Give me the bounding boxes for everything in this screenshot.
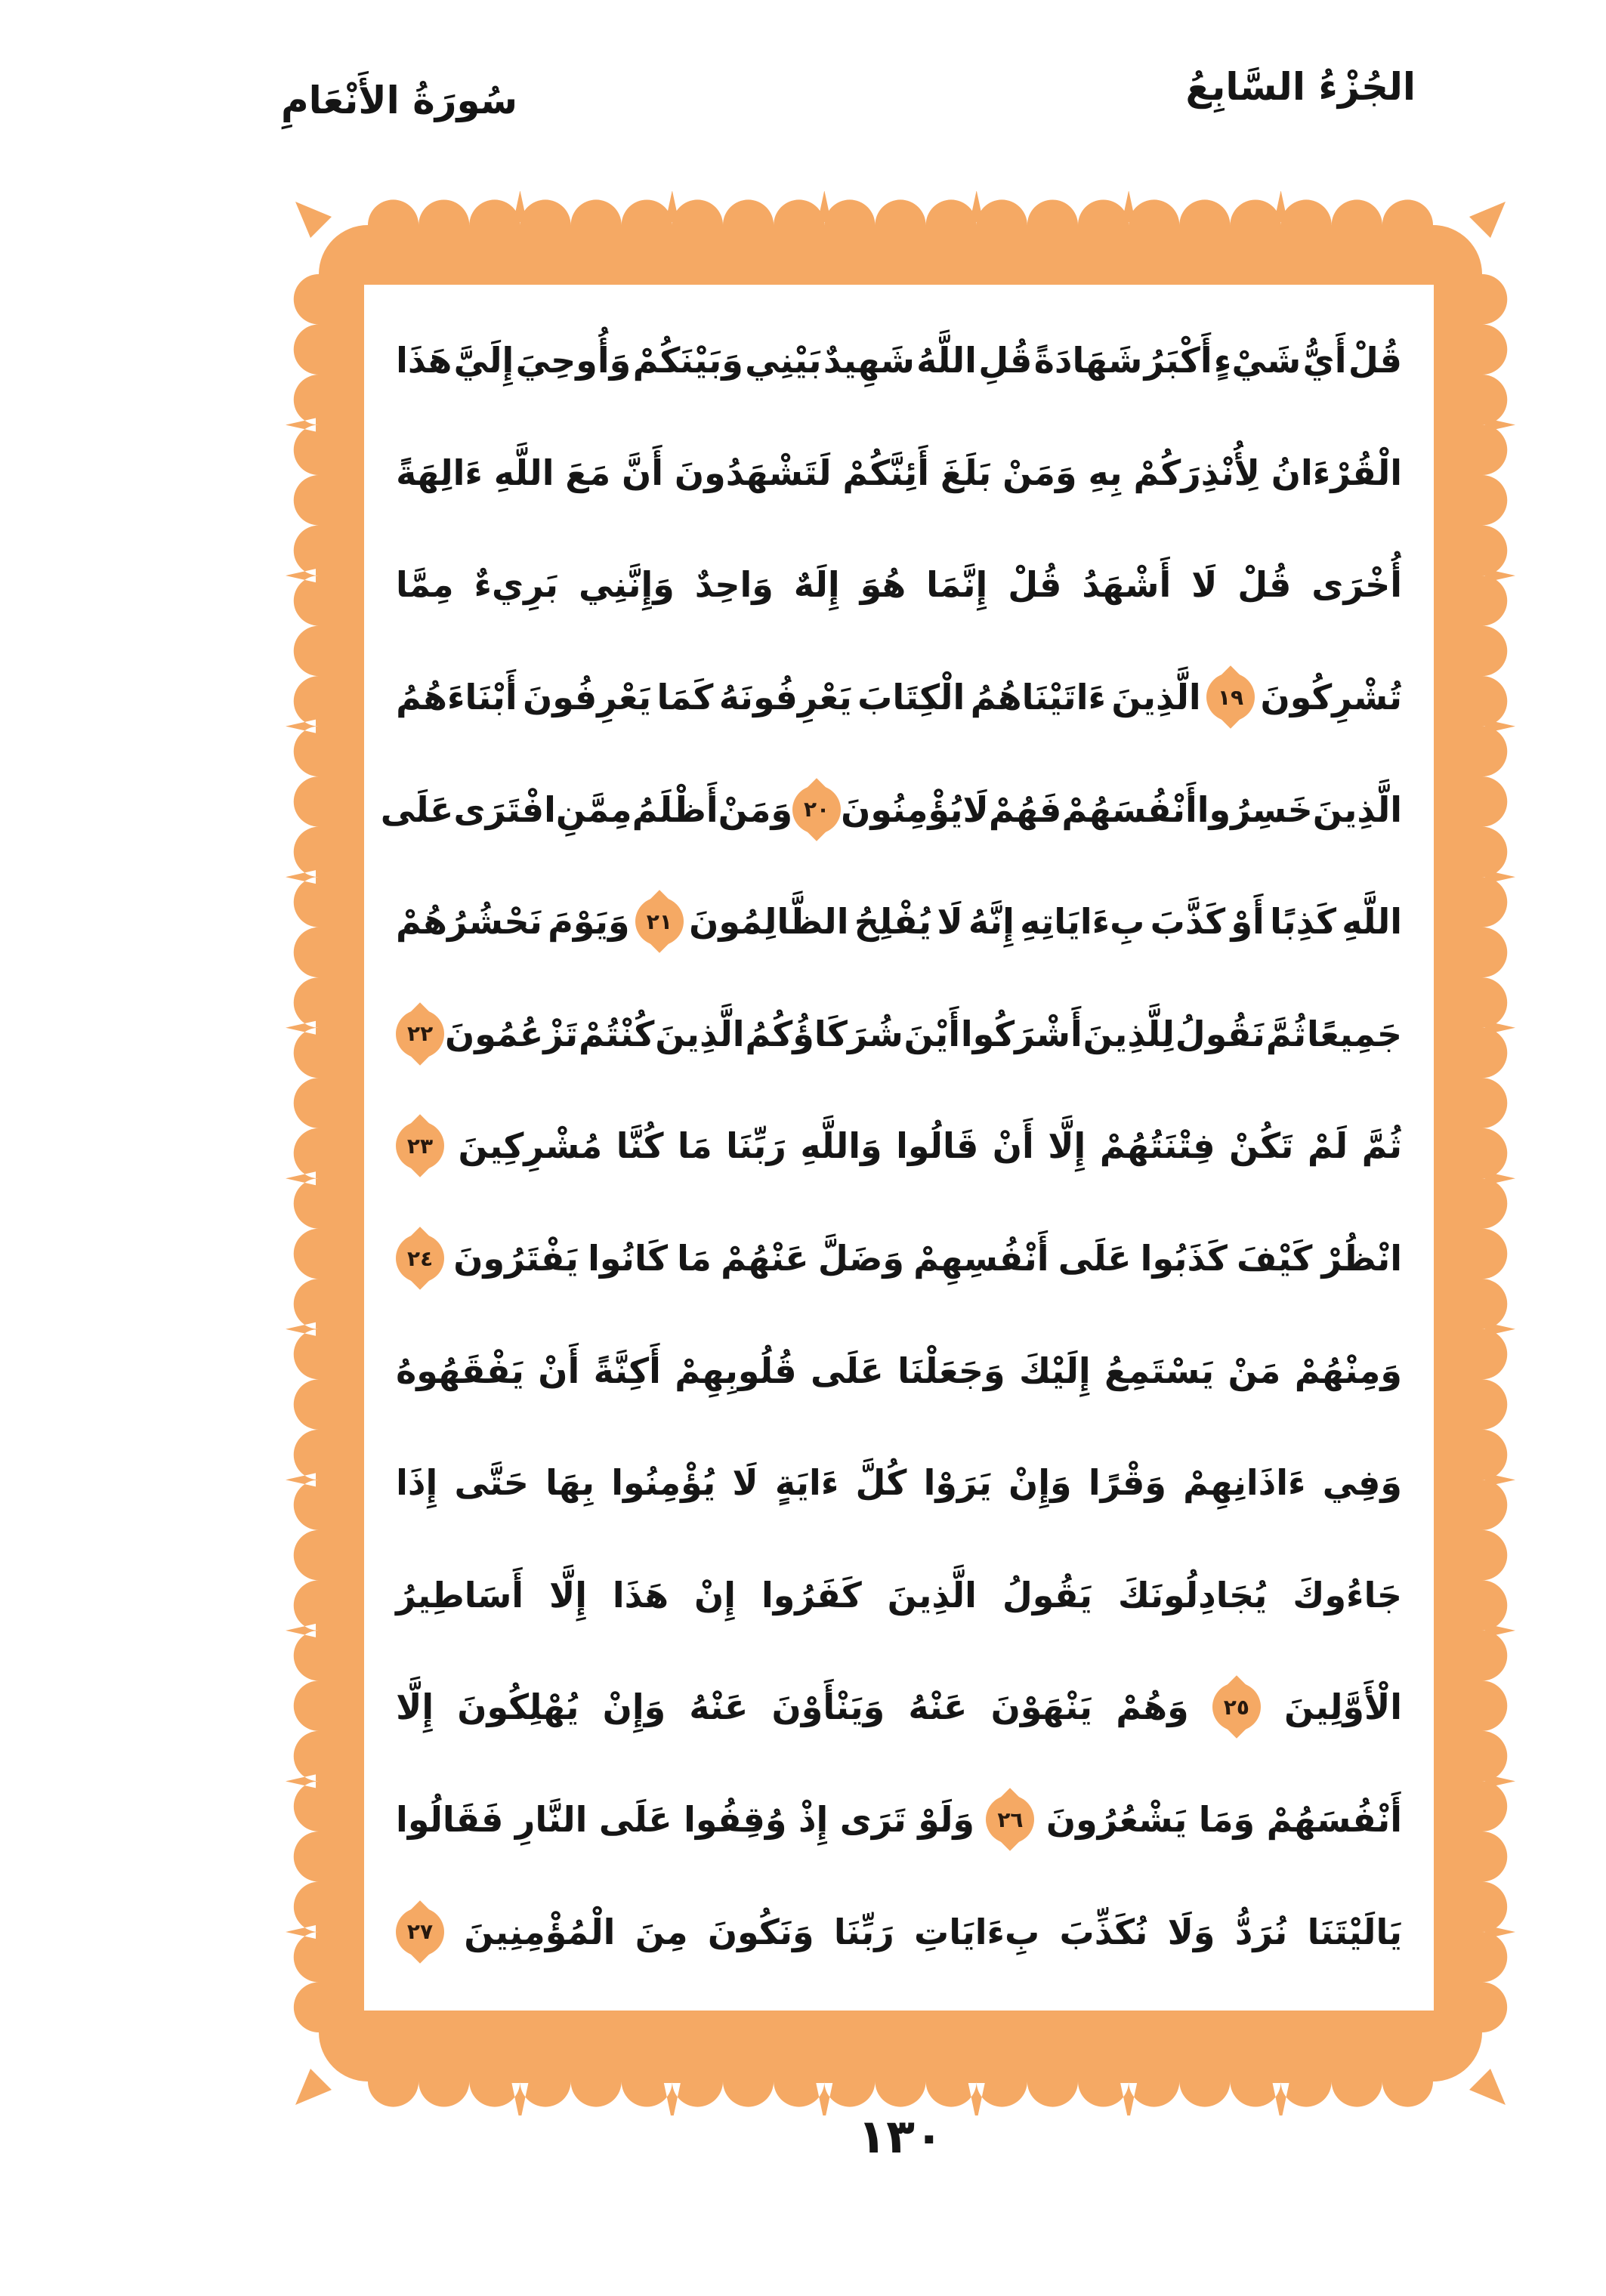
- quran-line-9: [396, 1202, 1402, 1315]
- word: بِءَايَاتِهِ: [1020, 901, 1145, 943]
- word: بِهِ: [1088, 452, 1123, 493]
- word: وَنَكُونَ: [707, 1911, 814, 1952]
- word: أَكِنَّةً: [593, 1350, 661, 1391]
- word: قُلِ: [978, 340, 1033, 381]
- quran-line-5: [380, 753, 1402, 866]
- word: يَفْقَهُوهُ: [396, 1350, 524, 1391]
- word: رَبِّنَا: [726, 1125, 786, 1167]
- word: وَلَا: [1167, 1911, 1215, 1952]
- word: عَلَى: [1058, 1238, 1132, 1279]
- word: وَإِنْ: [602, 1687, 666, 1728]
- word: نُكَذِّبَ: [1059, 1911, 1148, 1952]
- word: عَنْهُ: [908, 1687, 968, 1728]
- mushaf-text-area: [364, 285, 1434, 2011]
- word: أُخْرَى: [1311, 564, 1402, 606]
- word: إِنَّمَا: [926, 564, 988, 606]
- word: وَإِنَّنِي: [578, 564, 675, 606]
- word: نَقُولُ: [1175, 1013, 1265, 1054]
- word: الَّذِينَ: [655, 1013, 745, 1054]
- quran-line-2: [396, 417, 1402, 529]
- word: ءَالِهَةً: [396, 452, 483, 493]
- word: اللَّهِ: [1342, 901, 1402, 943]
- ayah-marker: ٢٦: [986, 1795, 1034, 1844]
- word: ثُمَّ: [1361, 1125, 1402, 1167]
- word: إِلَيَّ: [453, 340, 514, 381]
- word: لَمْ: [1307, 1125, 1348, 1167]
- word: تَكُنْ: [1229, 1125, 1294, 1167]
- word: أَسَاطِيرُ: [396, 1574, 524, 1616]
- word: أَوْ: [1231, 901, 1265, 943]
- ayah-marker: ٢٧: [396, 1908, 444, 1956]
- word: جَاءُوكَ: [1293, 1574, 1402, 1616]
- word: يَالَيْتَنَا: [1307, 1911, 1402, 1952]
- word: أَنْفُسَهُمْ: [1061, 788, 1197, 830]
- word: لَا: [962, 788, 989, 830]
- word: مَعَ: [565, 452, 611, 493]
- word: قُلُوبِهِمْ: [675, 1350, 797, 1391]
- word: عَلَى: [380, 788, 454, 830]
- word: شُرَكَاؤُكُمُ: [745, 1013, 903, 1054]
- word: لِلَّذِينَ: [1083, 1013, 1175, 1054]
- word: الْمُؤْمِنِينَ: [464, 1911, 616, 1952]
- word: مِمَّنِ: [555, 788, 632, 830]
- word: يُؤْمِنُوا: [611, 1462, 716, 1504]
- word: كُنْتُمْ: [579, 1013, 655, 1054]
- quran-line-14: [396, 1764, 1402, 1876]
- word: لَتَشْهَدُونَ: [674, 452, 832, 493]
- word: فَقَالُوا: [396, 1799, 504, 1841]
- word: بَرِيءٌ: [474, 564, 559, 606]
- word: ءَاذَانِهِمْ: [1183, 1462, 1306, 1504]
- ayah-marker: ٢٠: [792, 785, 841, 834]
- word: بِءَايَاتِ: [913, 1911, 1040, 1952]
- word: كَانُوا: [588, 1238, 668, 1279]
- word: الَّذِينَ: [1312, 788, 1402, 830]
- word: أَنْفُسِهِمْ: [913, 1238, 1049, 1279]
- quran-line-10: [396, 1314, 1402, 1427]
- word: أَنَّ: [622, 452, 664, 493]
- word: يَعْرِفُونَ: [523, 677, 652, 718]
- quran-line-12: [396, 1539, 1402, 1652]
- word: لِأُنْذِرَكُمْ: [1133, 452, 1260, 493]
- word: أَكْبَرُ: [1144, 340, 1212, 381]
- word: وَمَنْ: [718, 788, 793, 830]
- word: الَّذِينَ: [887, 1574, 977, 1616]
- surah-header: سُورَةُ الأَنْعَامِ: [281, 79, 518, 122]
- word: الْقُرْءَانُ: [1271, 452, 1402, 493]
- word: وَلَوْ: [918, 1799, 974, 1841]
- word: إِذْ: [798, 1799, 829, 1841]
- word: كُلَّ: [855, 1462, 907, 1504]
- word: هُوَ: [860, 564, 906, 606]
- word: حَتَّى: [454, 1462, 529, 1504]
- word: نَحْشُرُهُمْ: [396, 901, 542, 943]
- word: كُنَّا: [616, 1125, 664, 1167]
- word: ثُمَّ: [1265, 1013, 1307, 1054]
- word: أَنْ: [992, 1125, 1034, 1167]
- quran-line-8: [396, 1090, 1402, 1202]
- word: وَيَنْأَوْنَ: [771, 1687, 885, 1728]
- word: وَقْرًا: [1088, 1462, 1166, 1504]
- word: وَبَيْنَكُمْ: [632, 340, 743, 381]
- quran-line-7: [396, 978, 1402, 1091]
- word: عَلَى: [811, 1350, 884, 1391]
- word: يُجَادِلُونَكَ: [1117, 1574, 1268, 1616]
- word: انْظُرْ: [1321, 1238, 1402, 1279]
- word: وَمَنْ: [1002, 452, 1077, 493]
- word: مَنْ: [1228, 1350, 1281, 1391]
- word: مِمَّا: [396, 564, 454, 606]
- word: هَذَا: [612, 1574, 669, 1616]
- word: إِلَهٌ: [793, 564, 840, 606]
- word: كَمَا: [656, 677, 714, 718]
- word: كَيْفَ: [1237, 1238, 1313, 1279]
- word: الْأَوَّلِينَ: [1283, 1687, 1402, 1728]
- word: إِلَّا: [1048, 1125, 1086, 1167]
- ayah-marker: ٢٥: [1212, 1683, 1261, 1731]
- word: قُلْ: [1237, 564, 1292, 606]
- word: شَيْءٍ: [1213, 340, 1302, 381]
- quran-line-11: [396, 1427, 1402, 1539]
- word: أَنْفُسَهُمْ: [1266, 1799, 1402, 1841]
- word: يَقُولُ: [1002, 1574, 1092, 1616]
- word: وَاحِدٌ: [694, 564, 774, 606]
- word: تُشْرِكُونَ: [1260, 677, 1402, 718]
- word: عَنْهُمْ: [721, 1238, 809, 1279]
- word: قَالُوا: [896, 1125, 979, 1167]
- word: كَفَرُوا: [761, 1574, 862, 1616]
- word: وَيَوْمَ: [548, 901, 630, 943]
- word: أَشْهَدُ: [1082, 564, 1172, 606]
- word: وَمِنْهُمْ: [1294, 1350, 1402, 1391]
- word: إِنَّهُ: [968, 901, 1015, 943]
- word: وُقِفُوا: [684, 1799, 787, 1841]
- word: قُلْ: [1348, 340, 1402, 381]
- word: مَا: [677, 1125, 712, 1167]
- word: وَفِي: [1322, 1462, 1402, 1504]
- word: اللَّهِ: [493, 452, 554, 493]
- word: تَرَى: [839, 1799, 906, 1841]
- word: أَيُّ: [1302, 340, 1347, 381]
- quran-line-15: [396, 1875, 1402, 1988]
- word: يُؤْمِنُونَ: [841, 788, 963, 830]
- word: فِتْنَتُهُمْ: [1099, 1125, 1215, 1167]
- word: يَرَوْا: [923, 1462, 992, 1504]
- word: بَلَغَ: [940, 452, 992, 493]
- word: إِلَيْكَ: [1019, 1350, 1091, 1391]
- word: وَمَا: [1198, 1799, 1255, 1841]
- word: النَّارِ: [514, 1799, 588, 1841]
- word: فَهُمْ: [988, 788, 1062, 830]
- quran-line-4: [396, 641, 1402, 754]
- word: وَأُوحِيَ: [515, 340, 632, 381]
- word: وَهُمْ: [1116, 1687, 1189, 1728]
- word: يَنْهَوْنَ: [990, 1687, 1093, 1728]
- word: شَهَادَةً: [1033, 340, 1143, 381]
- word: يُفْلِحُ: [854, 901, 932, 943]
- word: شَهِيدٌ: [823, 340, 915, 381]
- word: أَبْنَاءَهُمُ: [396, 677, 517, 718]
- word: مِنَ: [635, 1911, 688, 1952]
- word: الْكِتَابَ: [857, 677, 965, 718]
- word: يَشْعُرُونَ: [1045, 1799, 1188, 1841]
- word: أَيْنَ: [903, 1013, 960, 1054]
- word: يَفْتَرُونَ: [453, 1238, 579, 1279]
- word: كَذَّبَ: [1150, 901, 1226, 943]
- word: بِهَا: [545, 1462, 595, 1504]
- juz-header: الجُزْءُ السَّابِعُ: [1185, 65, 1416, 109]
- word: نُرَدُّ: [1234, 1911, 1288, 1952]
- word: أَنْ: [538, 1350, 580, 1391]
- word: لَا: [1191, 564, 1218, 606]
- page-number: ١٣٠: [857, 2109, 944, 2164]
- word: وَإِنْ: [1008, 1462, 1072, 1504]
- ayah-marker: ١٩: [1206, 673, 1255, 721]
- word: أَشْرَكُوا: [960, 1013, 1083, 1054]
- word: افْتَرَى: [453, 788, 556, 830]
- word: اللَّهُ: [916, 340, 977, 381]
- word: كَذَبُوا: [1140, 1238, 1228, 1279]
- word: تَزْعُمُونَ: [444, 1013, 579, 1054]
- quran-line-6: [396, 866, 1402, 978]
- word: لَا: [732, 1462, 758, 1504]
- word: إِلَّا: [396, 1687, 434, 1728]
- word: الَّذِينَ: [1111, 677, 1201, 718]
- word: هَذَا: [396, 340, 452, 381]
- word: عَنْهُ: [689, 1687, 749, 1728]
- word: إِذَا: [396, 1462, 438, 1504]
- word: بَيْنِي: [745, 340, 822, 381]
- quran-line-1: [396, 304, 1402, 417]
- ayah-marker: ٢٤: [396, 1234, 444, 1282]
- word: وَضَلَّ: [817, 1238, 904, 1279]
- word: إِلَّا: [548, 1574, 587, 1616]
- word: يُهْلِكُونَ: [457, 1687, 579, 1728]
- word: جَمِيعًا: [1306, 1013, 1402, 1054]
- word: مَا: [677, 1238, 712, 1279]
- word: كَذِبًا: [1270, 901, 1336, 943]
- word: يَسْتَمِعُ: [1104, 1350, 1215, 1391]
- word: ءَايَةٍ: [774, 1462, 839, 1504]
- word: عَلَى: [598, 1799, 672, 1841]
- word: خَسِرُوا: [1197, 788, 1313, 830]
- word: قُلْ: [1008, 564, 1062, 606]
- word: أَئِنَّكُمْ: [842, 452, 930, 493]
- word: وَجَعَلْنَا: [897, 1350, 1005, 1391]
- word: وَاللَّهِ: [800, 1125, 882, 1167]
- word: يَعْرِفُونَهُ: [718, 677, 852, 718]
- word: أَظْلَمُ: [632, 788, 718, 830]
- ayah-marker: ٢١: [635, 897, 684, 946]
- ayah-marker: ٢٣: [396, 1122, 444, 1170]
- ayah-marker: ٢٢: [396, 1010, 444, 1058]
- word: لَا: [937, 901, 963, 943]
- word: مُشْرِكِينَ: [458, 1125, 603, 1167]
- word: ءَاتَيْنَاهُمُ: [970, 677, 1106, 718]
- word: الظَّالِمُونَ: [689, 901, 849, 943]
- quran-line-13: [396, 1651, 1402, 1764]
- word: إِنْ: [694, 1574, 737, 1616]
- word: رَبِّنَا: [833, 1911, 894, 1952]
- quran-line-3: [396, 529, 1402, 641]
